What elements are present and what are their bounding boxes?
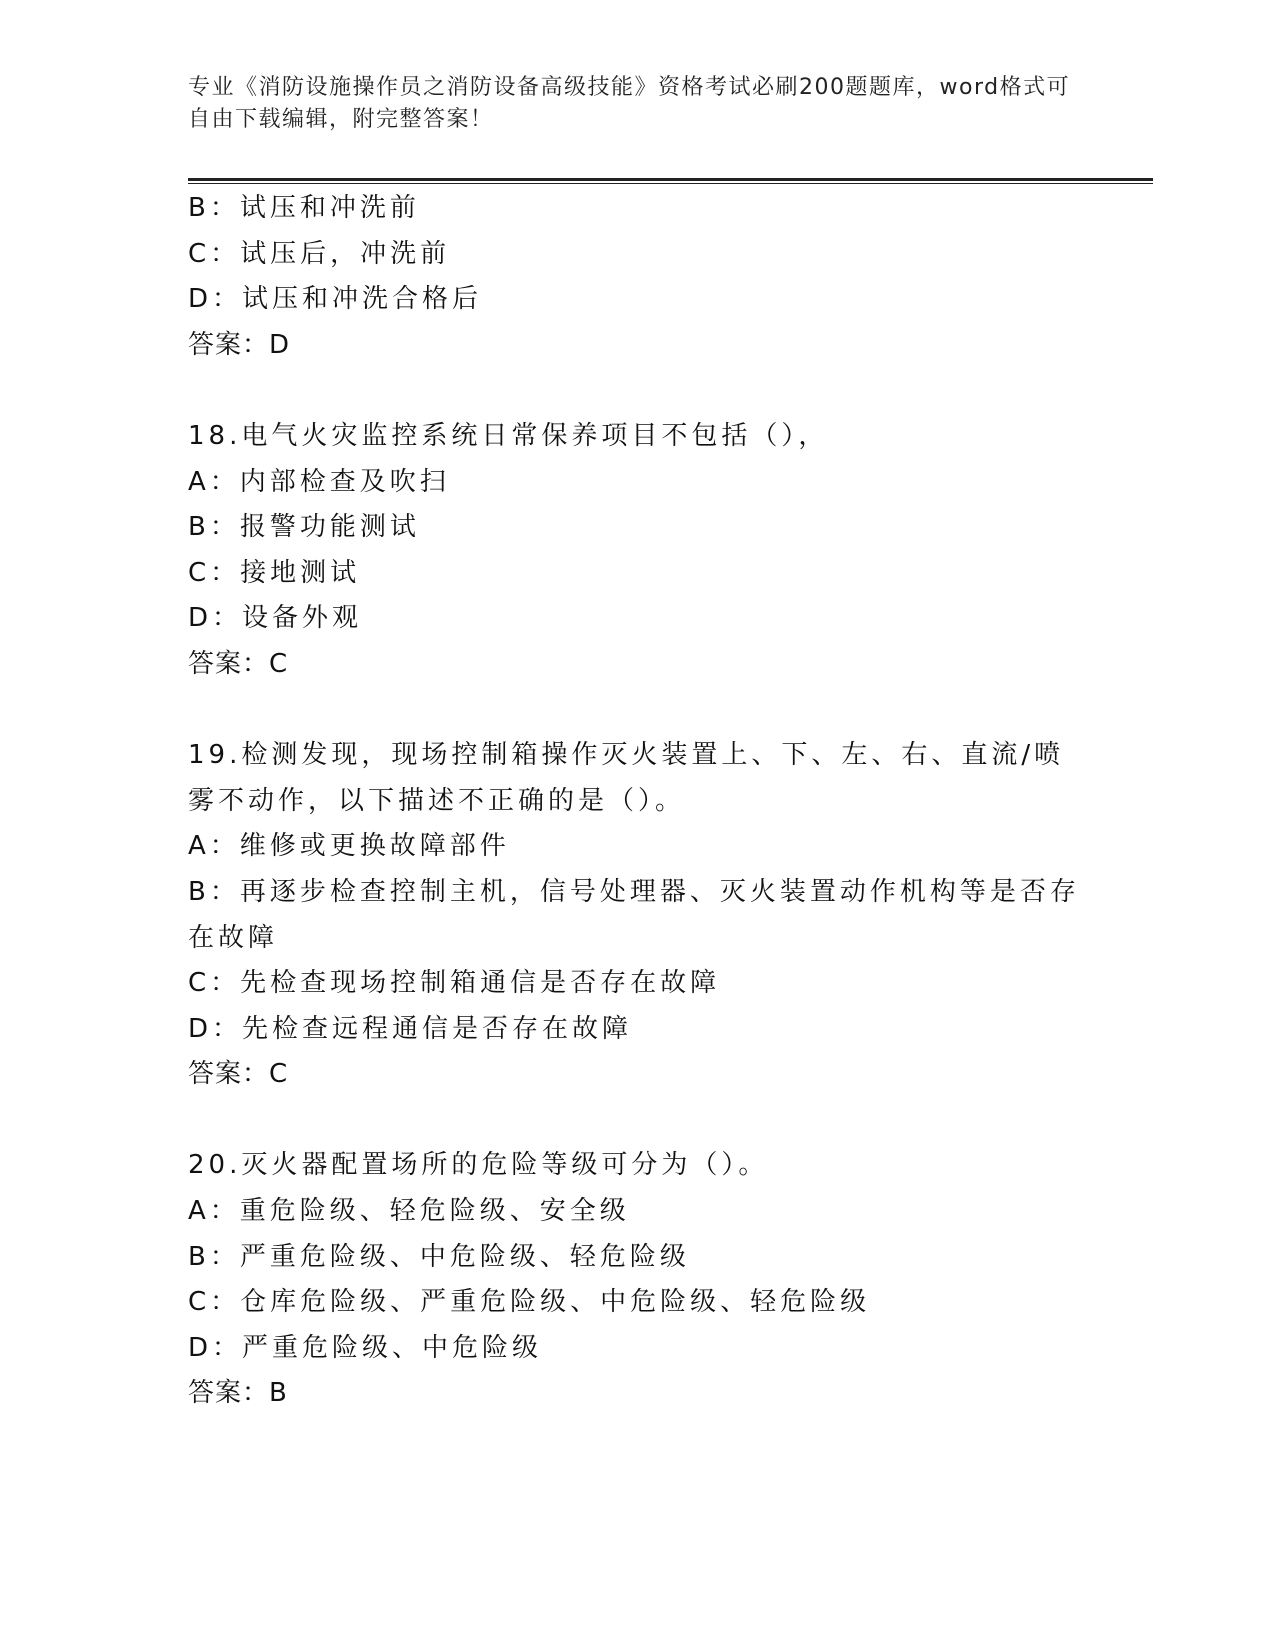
question-19 [188,733,1088,1098]
header-rule-thick [188,178,1153,181]
question-20 [188,1143,1088,1417]
page-header: 专业《消防设施操作员之消防设备高级技能》资格考试必刷200题题库，word格式可自由下载编辑，附完整答案！ [188,75,1071,132]
header-rule-thin [188,183,1153,184]
option-d: D：先检查远程通信是否存在故障 [188,1013,633,1044]
question-stem: 19.检测发现，现场控制箱操作灭火装置上、下、左、右、直流/喷雾不动作，以下描述不正确的是（）。 [188,740,1065,816]
answer: 答案：C [188,1059,289,1090]
option-b: B：报警功能测试 [188,512,420,543]
option-a: A：内部检查及吹扫 [188,466,450,497]
option-b: B：严重危险级、中危险级、轻危险级 [188,1241,690,1272]
option-b: B：再逐步检查控制主机，信号处理器、灭火装置动作机构等是否存在故障 [188,876,1080,953]
answer: 答案：B [188,1378,288,1409]
answer: 答案：C [188,648,289,679]
option-c: C：先检查现场控制箱通信是否存在故障 [188,968,721,999]
option-c: C：仓库危险级、严重危险级、中危险级、轻危险级 [188,1287,871,1318]
option-a: A：重危险级、轻危险级、安全级 [188,1196,630,1227]
option-d: D：试压和冲洗合格后 [188,284,483,315]
option-c: C：接地测试 [188,557,361,588]
question-18 [188,414,1088,688]
option-d: D：严重危险级、中危险级 [188,1332,543,1363]
answer: 答案：D [188,329,291,360]
option-d: D：设备外观 [188,603,363,634]
option-c: C：试压后，冲洗前 [188,238,451,269]
option-a: A：维修或更换故障部件 [188,831,510,862]
question-content [188,186,1088,1417]
question-stem: 18.电气火灾监控系统日常保养项目不包括（）， [188,420,829,451]
question-stem: 20.灭火器配置场所的危险等级可分为（）。 [188,1150,769,1181]
option-b: B：试压和冲洗前 [188,193,420,223]
previous-question-tail [188,186,1088,368]
